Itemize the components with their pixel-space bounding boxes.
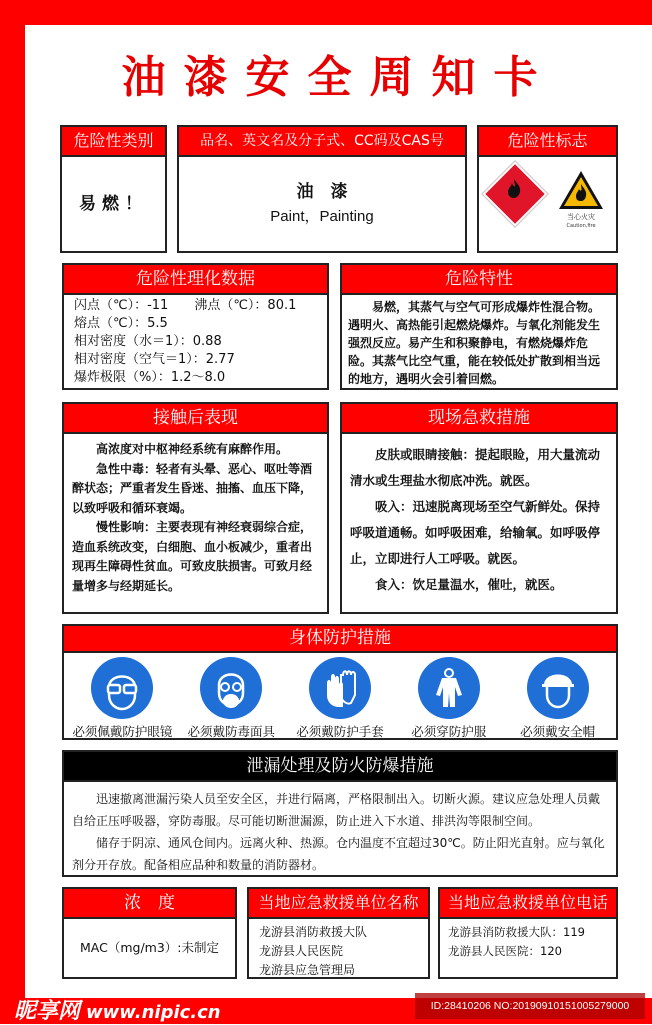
ppe-item-gas-mask: 必须戴防毒面具 bbox=[177, 657, 286, 741]
product-name-cn: 油 漆 bbox=[296, 182, 348, 202]
hazard-category-box bbox=[60, 125, 167, 253]
concentration-box bbox=[62, 887, 237, 979]
first-aid-paragraph: 吸入：迅速脱离现场至空气新鲜处。保持呼吸道通畅。如呼吸困难，给输氧。如呼吸停止，立即进行人工呼吸。就医。 bbox=[350, 499, 601, 566]
rescue-unit-item: 龙游县消防救援大队 bbox=[259, 925, 368, 939]
hazard-signs-header: 危险性标志 bbox=[479, 127, 616, 157]
hazard-properties-text: 易燃，其蒸气与空气可形成爆炸性混合物。遇明火、高热能引起燃烧爆炸。与氧化剂能发生强烈反应。易产生和积聚静电，有燃烧爆炸危险。其蒸气比空气重，能在较低处扩散到相当远的地方，遇明火会引着回燃。 bbox=[348, 300, 601, 386]
physchem-box bbox=[62, 263, 329, 390]
first-aid-paragraph: 食入：饮足量温水，催吐，就医。 bbox=[375, 577, 563, 592]
rescue-unit-item: 龙游县人民医院 bbox=[259, 944, 344, 958]
exposure-paragraph: 慢性影响：主要表现有神经衰弱综合症，造血系统改变，白细胞、血小板减少，重者出现再生障碍性贫血。可致皮肤损害。可致月经量增多与经期延长。 bbox=[72, 520, 313, 593]
ppe-item-helmet: 必须戴安全帽 bbox=[503, 657, 612, 741]
red-frame-left bbox=[0, 0, 25, 1024]
protective-suit-icon bbox=[418, 657, 480, 719]
ppe-item-gloves: 必须戴防护手套 bbox=[286, 657, 395, 741]
caution-fire-label: 当心火灾 Caution,fire bbox=[566, 213, 596, 229]
protective-gloves-icon bbox=[309, 657, 371, 719]
physchem-line: 相对密度（水＝1）：0.88 bbox=[74, 334, 222, 349]
rescue-units-box bbox=[247, 887, 430, 979]
spill-box bbox=[62, 750, 618, 877]
first-aid-header: 现场急救措施 bbox=[342, 404, 616, 434]
rescue-phone-item: 龙游县人民医院：120 bbox=[448, 944, 562, 958]
watermark-logo: 昵享网 www.nipic.cn bbox=[14, 999, 221, 1024]
safety-goggles-icon bbox=[91, 657, 153, 719]
spill-paragraph: 储存于阴凉、通风仓间内。远离火种、热源。仓内温度不宜超过30℃。防止阳光直射。应与氧化剂分开存放。配备相应品种和数量的消防器材。 bbox=[72, 836, 605, 872]
watermark-site: www.nipic.cn bbox=[86, 1002, 221, 1023]
ppe-header: 身体防护措施 bbox=[64, 626, 616, 653]
flame-icon bbox=[503, 177, 525, 199]
hazard-category-header: 危险性类别 bbox=[62, 127, 165, 157]
physchem-line: 闪点（℃）：-11 沸点（℃）：80.1 bbox=[74, 298, 297, 313]
product-name-box bbox=[177, 125, 467, 253]
ppe-item-suit: 必须穿防护服 bbox=[394, 657, 503, 741]
product-name-en: Paint，Painting bbox=[270, 208, 374, 225]
rescue-unit-item: 龙游县应急管理局 bbox=[259, 963, 356, 977]
page-title: 油漆安全周知卡 bbox=[121, 52, 556, 103]
hazard-properties-header: 危险特性 bbox=[342, 265, 616, 295]
physchem-line: 相对密度（空气＝1）：2.77 bbox=[74, 352, 235, 367]
spill-header: 泄漏处理及防火防爆措施 bbox=[64, 752, 616, 782]
exposure-paragraph: 高浓度对中枢神经系统有麻醉作用。 bbox=[96, 442, 289, 456]
rescue-phones-box bbox=[438, 887, 618, 979]
exposure-paragraph: 急性中毒：轻者有头晕、恶心、呕吐等酒醉状态；严重者发生昏迷、抽搐、血压下降，以致呼吸和循环衰竭。 bbox=[72, 461, 313, 515]
rescue-phones-header: 当地应急救援单位电话 bbox=[440, 889, 616, 919]
rescue-phone-item: 龙游县消防救援大队：119 bbox=[448, 925, 585, 939]
safety-helmet-icon bbox=[527, 657, 589, 719]
gas-mask-icon bbox=[200, 657, 262, 719]
exposure-header: 接触后表现 bbox=[64, 404, 327, 434]
ppe-item-goggles: 必须佩戴防护眼镜 bbox=[68, 657, 177, 741]
hazard-properties-box bbox=[340, 263, 618, 390]
spill-paragraph: 迅速撤离泄漏污染人员至安全区，并进行隔离，严格限制出入。切断火源。建议应急处理人员戴自给正压呼吸器，穿防毒服。尽可能切断泄漏源，防止进入下水道、排洪沟等限制空间。 bbox=[72, 792, 601, 828]
red-frame-top bbox=[0, 0, 652, 25]
physchem-line: 爆炸极限（%）：1.2～8.0 bbox=[74, 370, 226, 385]
hazard-signs-box bbox=[477, 125, 618, 253]
exposure-box bbox=[62, 402, 329, 614]
product-name-header: 品名、英文名及分子式、CC码及CAS号 bbox=[179, 127, 465, 157]
ppe-box bbox=[62, 624, 618, 740]
rescue-units-header: 当地应急救援单位名称 bbox=[249, 889, 428, 919]
hazard-category-value: 易燃！ bbox=[79, 194, 148, 214]
physchem-header: 危险性理化数据 bbox=[64, 265, 327, 295]
first-aid-box bbox=[340, 402, 618, 614]
caution-fire-triangle-icon bbox=[557, 169, 605, 211]
physchem-line: 熔点（℃）：5.5 bbox=[74, 316, 168, 331]
concentration-header: 浓 度 bbox=[64, 889, 235, 919]
watermark-id: ID:28410206 NO:20190910151005279000 bbox=[415, 993, 645, 1019]
first-aid-paragraph: 皮肤或眼睛接触：提起眼睑，用大量流动清水或生理盐水彻底冲洗。就医。 bbox=[350, 447, 601, 488]
concentration-value: MAC（mg/m3）:未制定 bbox=[79, 940, 219, 955]
